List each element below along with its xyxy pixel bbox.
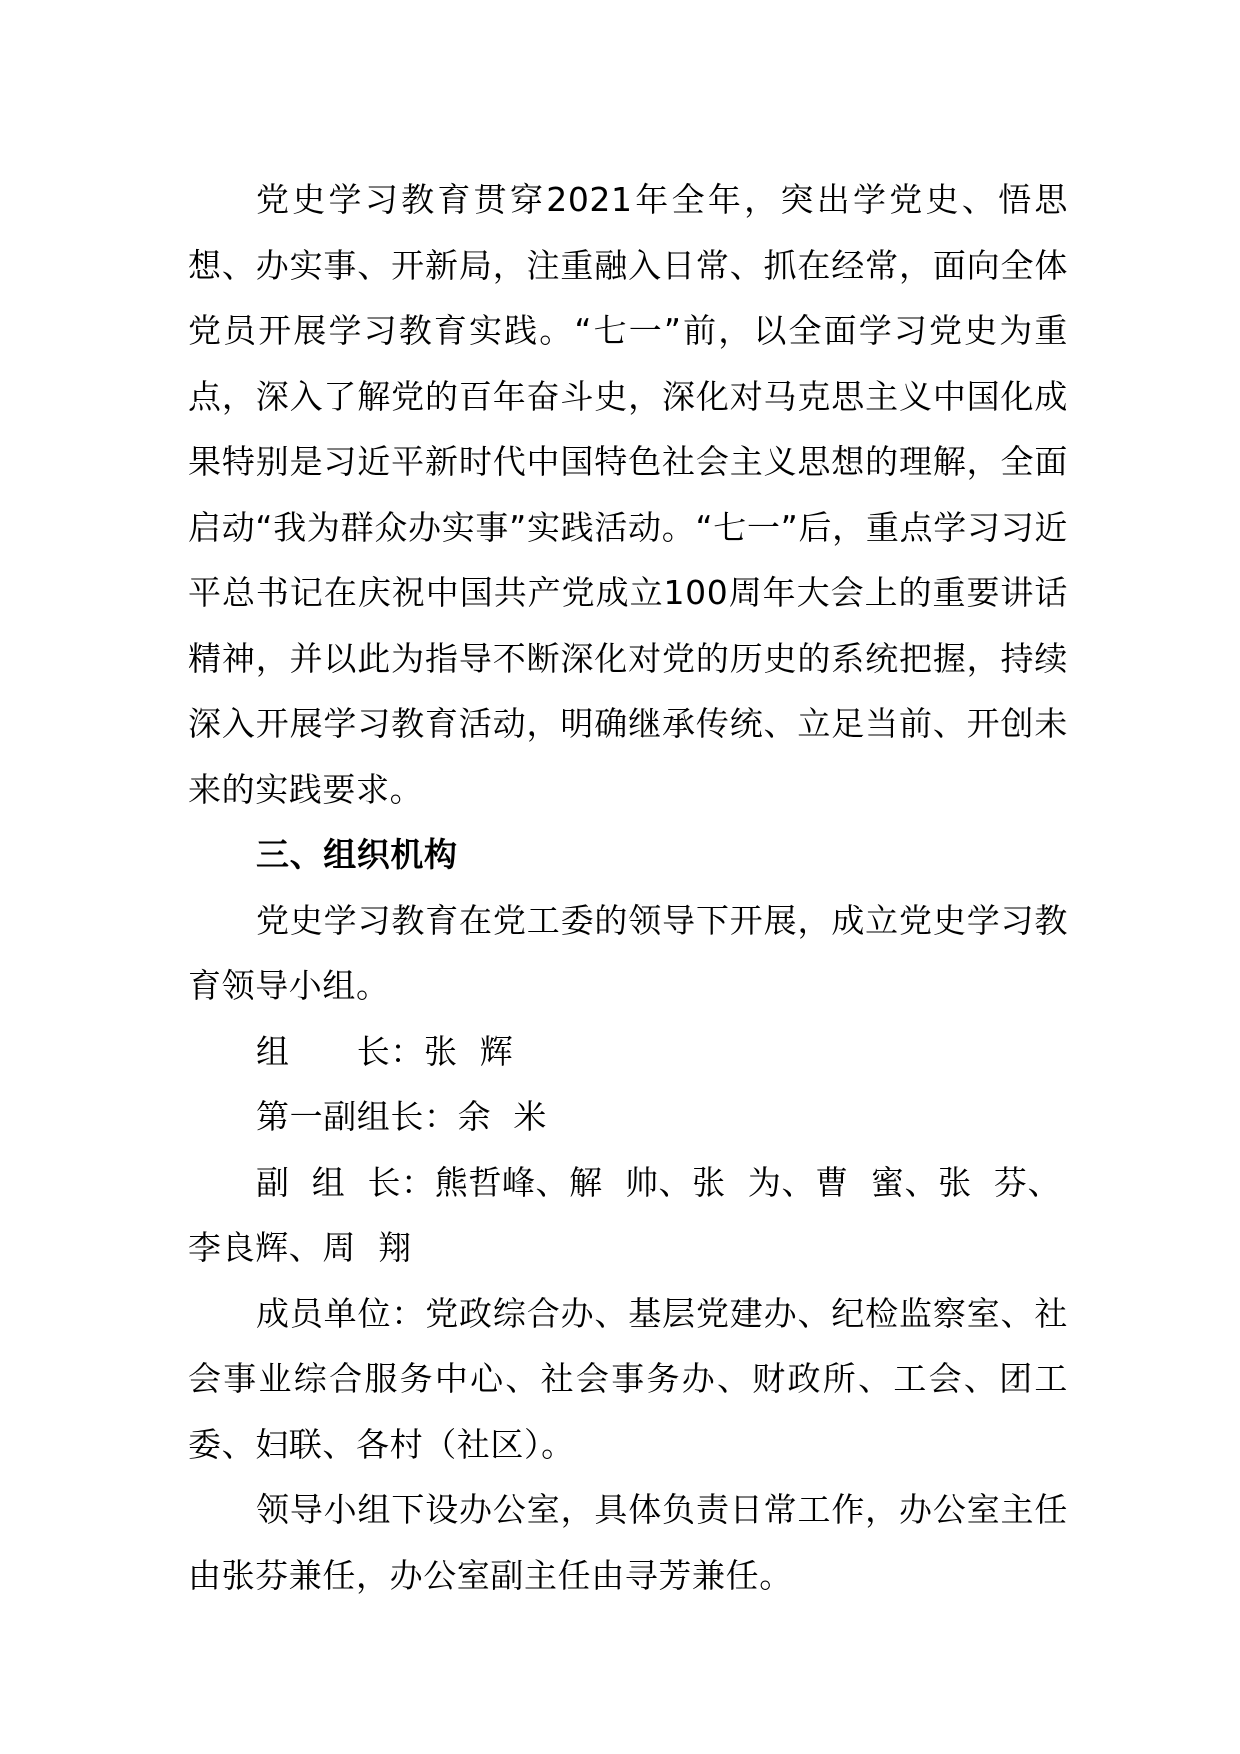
section-heading: 三、组织机构 [256,835,458,874]
intro-paragraph: 党史学习教育贯穿2021年全年，突出学党史、悟思想、办实事、开新局，注重融入日常、抓在经常，面向全体党员开展学习教育实践。“七一”前，以全面学习党史为重点，深入了解党的百年奋斗史，深化对马克思主义中国化成果特别是习近平新时代中国特色社会主义思想的理解，全面启动“我为群众办实事”实践活动。“七一”后，重点学习习近平总书记在庆祝中国共产党成立100周年大会上的重要讲话精神，并以此为指导不断深化对党的历史的系统把握，持续深入开展学习教育活动，明确继承传统、立足当前、开创未来的实践要求。 [188,180,1068,809]
org-intro-paragraph: 党史学习教育在党工委的领导下开展，成立党史学习教育领导小组。 [188,900,1068,1005]
office-paragraph: 领导小组下设办公室，具体负责日常工作，办公室主任由张芬兼任，办公室副主任由寻芳兼任。 [188,1490,1068,1595]
member-units-paragraph: 成员单位：党政综合办、基层党建办、纪检监察室、社会事业综合服务中心、社会事务办、财政所、工会、团工委、妇联、各村（社区）。 [188,1293,1068,1464]
roster-first-deputy: 第一副组长：余 米 [256,1097,547,1136]
roster-deputies: 副 组 长：熊哲峰、解 帅、张 为、曹 蜜、张 芬、李良辉、周 翔 [188,1162,1062,1267]
document-body [188,167,1068,1608]
roster-leader: 组 长：张 辉 [256,1031,514,1071]
